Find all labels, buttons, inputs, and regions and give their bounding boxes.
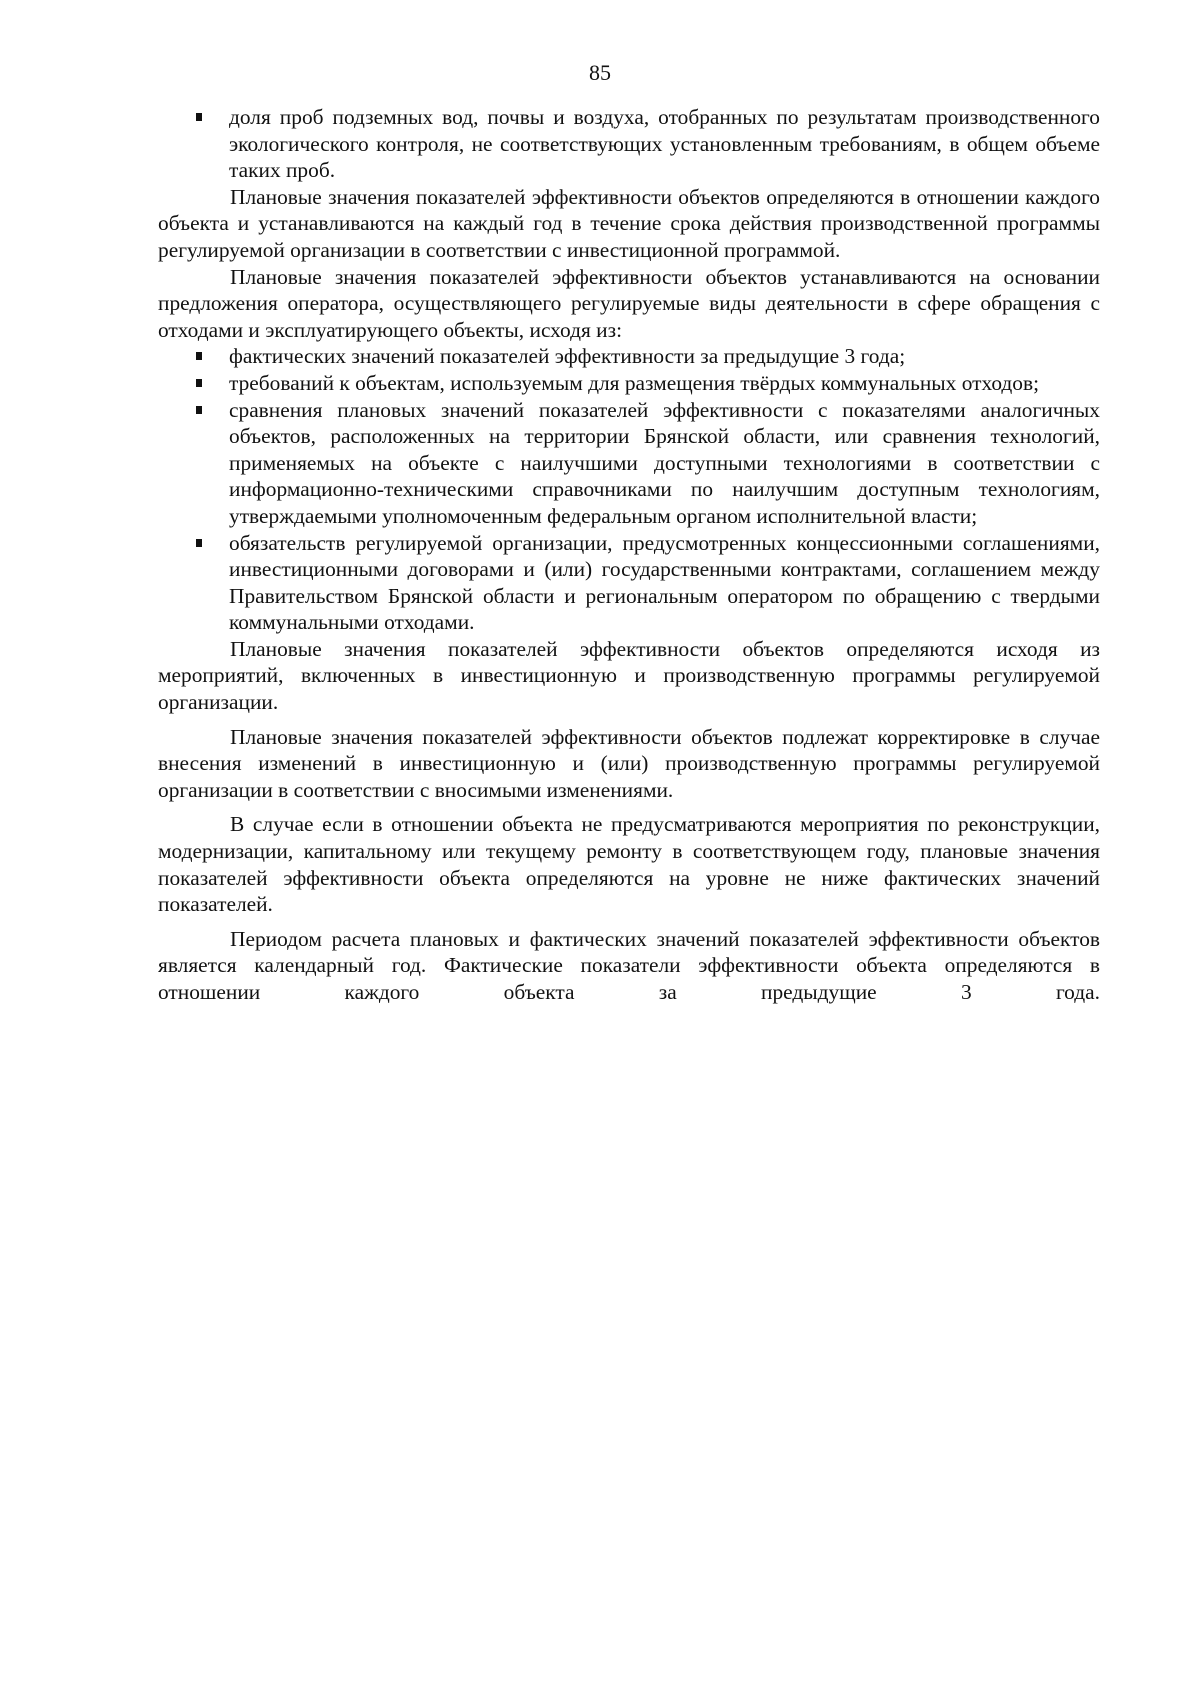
bullet-square-icon <box>196 113 202 121</box>
paragraph-planned-values-measures: Плановые значения показателей эффективности объектов определяются исходя из мероприятий, включенных в инвестиционную и производственную программы регулируемой организации. <box>158 636 1100 715</box>
intro-bullet-list <box>158 104 1100 184</box>
bullet-square-icon <box>196 539 202 547</box>
paragraph-planned-values-correction: Плановые значения показателей эффективности объектов подлежат корректировке в случае внесения изменений в инвестиционную и (или) производственную программы регулируемой организации в соответствии с вносимыми изменениями. <box>158 724 1100 802</box>
paragraph-calculation-period: Периодом расчета плановых и фактических значений показателей эффективности объектов является календарный год. Фактические показатели эффективности объекта определяются в отношении каждого объекта за предыдущие 3 года. <box>158 926 1100 1004</box>
basis-bullet-list <box>158 343 1100 636</box>
bullet-square-icon <box>196 379 202 387</box>
list-item <box>158 530 1100 636</box>
document-body <box>158 104 1100 1006</box>
list-item-text: сравнения плановых значений показателей эффективности с показателями аналогичных объектов, расположенных на территории Брянской области, или сравнения технологий, применяемых на объекте с наилучшими доступными технологиями в соответствии с информационно-техническими справочниками по наилучшим доступным технологиям, утверждаемыми уполномоченным федеральным органом исполнительной власти; <box>229 397 1100 528</box>
list-item-text: требований к объектам, используемым для размещения твёрдых коммунальных отходов; <box>229 370 1040 395</box>
paragraph-planned-values-basis: Плановые значения показателей эффективности объектов устанавливаются на основании предложения оператора, осуществляющего регулируемые виды деятельности в сфере обращения с отходами и эксплуатирующего объекты, исходя из: <box>158 264 1100 342</box>
list-item-text: фактических значений показателей эффективности за предыдущие 3 года; <box>229 344 906 369</box>
list-item-text: обязательств регулируемой организации, предусмотренных концессионными соглашениями, инвестиционными договорами и (или) государственными контрактами, соглашением между Правительством Брянской области и региональным оператором по обращению с твердыми коммунальными отходами. <box>229 530 1100 635</box>
page-number: 85 <box>589 60 611 85</box>
list-item-text: доля проб подземных вод, почвы и воздуха, отобранных по результатам производственного экологического контроля, не соответствующих установленным требованиям, в общем объеме таких проб. <box>229 105 1100 183</box>
paragraph-planned-values-definition: Плановые значения показателей эффективности объектов определяются в отношении каждого объекта и устанавливаются на каждый год в течение срока действия производственной программы регулируемой организации в соответствии с инвестиционной программой. <box>158 184 1100 262</box>
list-item <box>158 104 1100 184</box>
list-item <box>158 397 1100 530</box>
bullet-square-icon <box>196 406 202 414</box>
list-item <box>158 370 1100 397</box>
list-item <box>158 343 1100 370</box>
bullet-square-icon <box>196 352 202 360</box>
paragraph-no-reconstruction-case: В случае если в отношении объекта не предусматриваются мероприятия по реконструкции, модернизации, капитальному или текущему ремонту в соответствующем году, плановые значения показателей эффективности объекта определяются на уровне не ниже фактических значений показателей. <box>158 812 1100 917</box>
